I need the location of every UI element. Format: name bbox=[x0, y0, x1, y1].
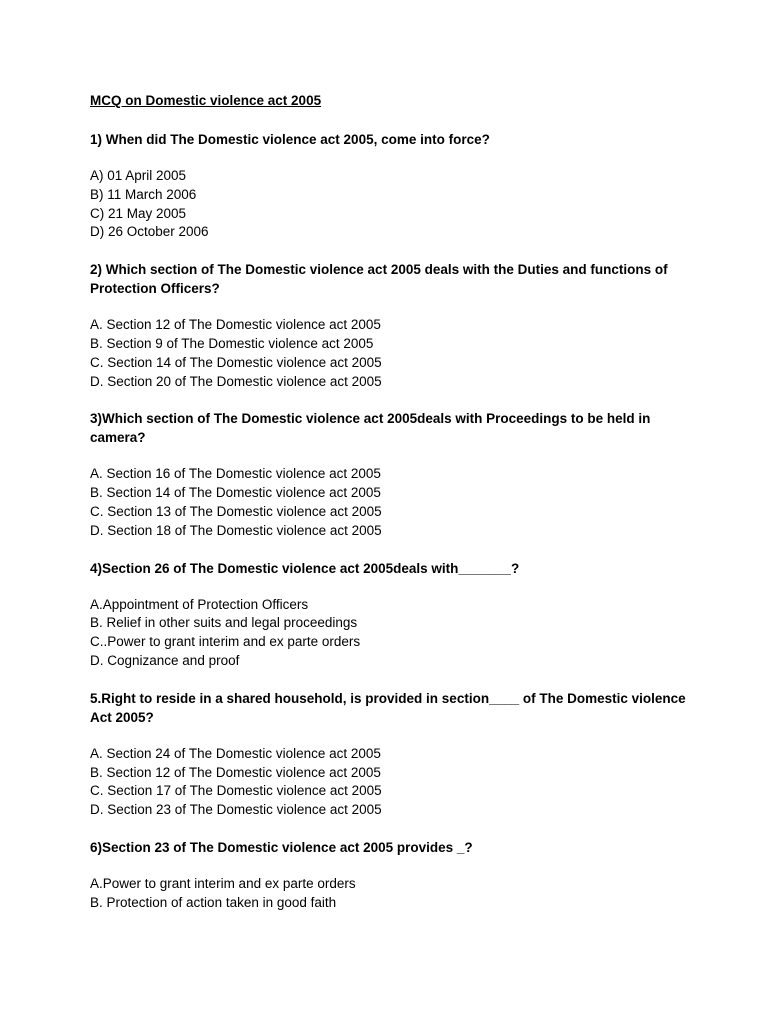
question-block-6 bbox=[90, 838, 690, 913]
option-d: D. Cognizance and proof bbox=[90, 652, 240, 668]
question-text: 4)Section 26 of The Domestic violence act 2005deals with_______? bbox=[90, 560, 520, 576]
option-list bbox=[90, 465, 690, 540]
option-c: C) 21 May 2005 bbox=[90, 205, 187, 221]
option-list bbox=[90, 167, 690, 242]
option-c: C. Section 14 of The Domestic violence act 2005 bbox=[90, 354, 382, 370]
option-c: C. Section 17 of The Domestic violence act 2005 bbox=[90, 783, 382, 799]
option-list bbox=[90, 596, 690, 671]
option-a: A.Power to grant interim and ex parte orders bbox=[90, 875, 356, 891]
question-text: 5.Right to reside in a shared household, is provided in section____ of The Domestic violence Act 2005? bbox=[90, 690, 686, 725]
option-c: C..Power to grant interim and ex parte orders bbox=[90, 634, 361, 650]
option-list bbox=[90, 745, 690, 820]
option-d: D. Section 18 of The Domestic violence act 2005 bbox=[90, 522, 382, 538]
document-page bbox=[90, 92, 690, 931]
option-b: B. Protection of action taken in good faith bbox=[90, 894, 337, 910]
option-a: A.Appointment of Protection Officers bbox=[90, 596, 309, 612]
option-b: B) 11 March 2006 bbox=[90, 186, 197, 202]
option-d: D. Section 20 of The Domestic violence act 2005 bbox=[90, 373, 382, 389]
option-b: B. Relief in other suits and legal proceedings bbox=[90, 615, 358, 631]
question-text: 3)Which section of The Domestic violence act 2005deals with Proceedings to be held in camera? bbox=[90, 411, 651, 446]
document-title: MCQ on Domestic violence act 2005 bbox=[90, 93, 322, 108]
question-text: 1) When did The Domestic violence act 2005, come into force? bbox=[90, 132, 490, 147]
question-block-1 bbox=[90, 130, 690, 242]
option-b: B. Section 12 of The Domestic violence act 2005 bbox=[90, 764, 381, 780]
option-list bbox=[90, 316, 690, 391]
question-text: 6)Section 23 of The Domestic violence act 2005 provides _? bbox=[90, 839, 473, 855]
option-b: B. Section 14 of The Domestic violence act 2005 bbox=[90, 485, 381, 501]
question-text: 2) Which section of The Domestic violence act 2005 deals with the Duties and functions of Protection Officers? bbox=[90, 262, 668, 297]
option-a: A. Section 12 of The Domestic violence act 2005 bbox=[90, 317, 381, 333]
question-block-2 bbox=[90, 260, 690, 391]
option-d: D. Section 23 of The Domestic violence act 2005 bbox=[90, 802, 382, 818]
option-b: B. Section 9 of The Domestic violence act 2005 bbox=[90, 335, 374, 351]
question-block-5 bbox=[90, 689, 690, 820]
option-c: C. Section 13 of The Domestic violence act 2005 bbox=[90, 503, 382, 519]
question-block-4 bbox=[90, 559, 690, 671]
option-a: A. Section 16 of The Domestic violence act 2005 bbox=[90, 466, 381, 482]
option-d: D) 26 October 2006 bbox=[90, 224, 209, 240]
question-block-3 bbox=[90, 409, 690, 540]
option-a: A) 01 April 2005 bbox=[90, 168, 187, 183]
option-list bbox=[90, 875, 690, 913]
option-a: A. Section 24 of The Domestic violence act 2005 bbox=[90, 745, 381, 761]
